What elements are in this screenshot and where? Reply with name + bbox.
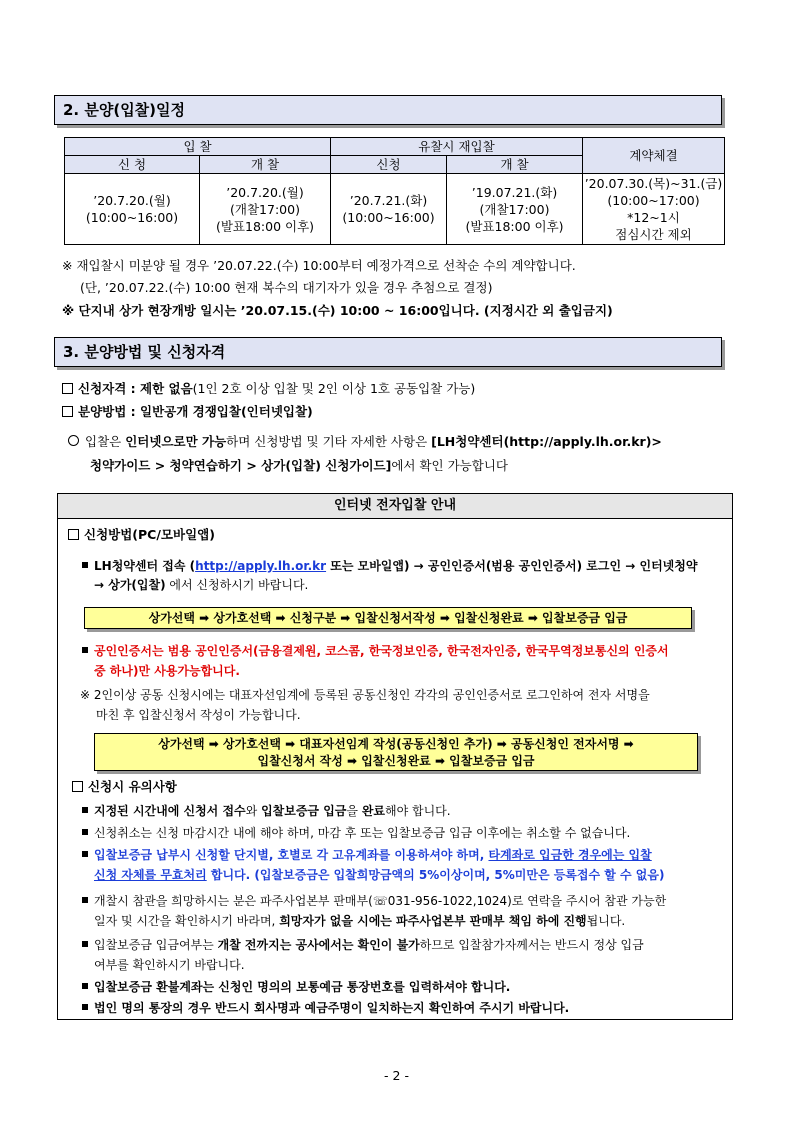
caution-2: 신청취소는 신청 마감시간 내에 해야 하며, 마감 후 또는 입찰보증금 입금 이후에는 취소할 수 없습니다. <box>82 824 630 842</box>
checkbox-square-icon <box>62 383 73 394</box>
square-bullet-icon <box>82 897 88 903</box>
header-bid: 입 찰 <box>65 138 331 156</box>
method-line: 분양방법 : 일반공개 경쟁입찰(인터넷입찰) <box>62 403 313 421</box>
internet-bidding-box <box>57 493 733 1020</box>
box-heading-caution: 신청시 유의사항 <box>72 778 177 796</box>
header-apply: 신 청 <box>65 156 200 174</box>
info-line-2: 청약가이드 > 청약연습하기 > 상가(입찰) 신청가이드]에서 확인 가능합니다 <box>90 458 508 473</box>
header-apply-rebid: 신청 <box>331 156 447 174</box>
cert-note-line-2: 중 하나)만 사용가능합니다. <box>94 664 240 678</box>
flow-box-2: 상가선택 ➡ 상가호선택 ➡ 대표자선임계 작성(공동신청인 추가) ➡ 공동신청인 전자서명 ➡ 입찰신청서 작성 ➡ 입찰신청완료 ➡ 입찰보증금 입금 <box>94 733 698 771</box>
section-2-heading: 2. 분양(입찰)일정 <box>54 95 722 125</box>
square-bullet-icon <box>82 562 88 568</box>
cell-apply: ’20.7.20.(월) (10:00~16:00) <box>65 174 200 245</box>
method-step-line-2: → 상가(입찰) 에서 신청하시기 바랍니다. <box>94 578 309 592</box>
square-bullet-icon <box>82 829 88 835</box>
info-line-1: 입찰은 인터넷으로만 가능하며 신청방법 및 기타 자세한 사항은 [LH청약센터(http://apply.lh.or.kr)> <box>68 433 662 451</box>
header-open: 개 찰 <box>200 156 331 174</box>
square-bullet-icon <box>82 941 88 947</box>
caution-1: 지정된 시간내에 신청서 접수와 입찰보증금 입금을 완료해야 합니다. <box>82 802 451 820</box>
box-title: 인터넷 전자입찰 안내 <box>58 494 732 519</box>
cert-note-line-1: 공인인증서는 범용 공인인증서(금융결제원, 코스콤, 한국정보인증, 한국전자인증, 한국무역정보통신의 인증서 <box>82 642 669 660</box>
header-contract: 계약체결 <box>583 138 725 174</box>
caution-6: 입찰보증금 환불계좌는 신청인 명의의 보통예금 통장번호를 입력하셔야 합니다. <box>82 978 510 996</box>
checkbox-square-icon <box>62 406 73 417</box>
note-rebid: ※ 재입찰시 미분양 될 경우 ’20.07.22.(수) 10:00부터 예정가격으로 선착순 수의 계약합니다. <box>62 258 576 273</box>
lh-apply-link[interactable]: http://apply.lh.or.kr <box>195 559 327 573</box>
caution-5-line-2: 여부를 확인하시기 바랍니다. <box>94 958 245 972</box>
square-bullet-icon <box>82 983 88 989</box>
cell-apply-rebid: ’20.7.21.(화) (10:00~16:00) <box>331 174 447 245</box>
joint-note-line-1: ※ 2인이상 공동 신청시에는 대표자선임계에 등록된 공동신청인 각각의 공인인증서로 로그인하여 전자 서명을 <box>80 688 650 702</box>
method-step-line-1: LH청약센터 접속 (http://apply.lh.or.kr 또는 모바일앱) → 공인인증서(범용 공인인증서) 로그인 → 인터넷청약 <box>82 557 697 575</box>
schedule-table <box>64 137 725 245</box>
cell-contract: ’20.07.30.(목)~31.(금) (10:00~17:00) *12~1시 점심시간 제외 <box>583 174 725 245</box>
caution-4-line-2: 일자 및 시간을 확인하시기 바라며, 희망자가 없을 시에는 파주사업본부 판매부 책임 하에 진행됩니다. <box>94 914 626 928</box>
square-bullet-icon <box>82 851 88 857</box>
square-bullet-icon <box>82 807 88 813</box>
joint-note-line-2: 마친 후 입찰신청서 작성이 가능합니다. <box>96 708 301 722</box>
note-lottery: (단, ’20.07.22.(수) 10:00 현재 복수의 대기자가 있을 경우 추첨으로 결정) <box>80 280 493 295</box>
square-bullet-icon <box>82 1004 88 1010</box>
caution-3-line-2: 신청 자체를 무효처리 합니다. (입찰보증금은 입찰희망금액의 5%이상이며, 5%미만은 등록접수 할 수 없음) <box>94 868 665 882</box>
qualification-line: 신청자격 : 제한 없음(1인 2호 이상 입찰 및 2인 이상 1호 공동입찰 가능) <box>62 380 475 398</box>
caution-3-line-1: 입찰보증금 납부시 신청할 단지별, 호별로 각 고유계좌를 이용하셔야 하며, 타계좌로 입금한 경우에는 입찰 <box>82 846 652 864</box>
caution-5-line-1: 입찰보증금 입금여부는 개찰 전까지는 공사에서는 확인이 불가하므로 입찰참가자께서는 반드시 정상 입금 <box>82 936 644 954</box>
header-open-rebid: 개 찰 <box>447 156 583 174</box>
page-number: - 2 - <box>384 1068 409 1083</box>
section-3-heading: 3. 분양방법 및 신청자격 <box>54 337 722 367</box>
checkbox-square-icon <box>68 529 79 540</box>
header-rebid: 유찰시 재입찰 <box>331 138 583 156</box>
note-site-open: ※ 단지내 상가 현장개방 일시는 ’20.07.15.(수) 10:00 ~ 16:00입니다. (지정시간 외 출입금지) <box>62 303 613 318</box>
checkbox-square-icon <box>72 781 83 792</box>
cell-open: ’20.7.20.(월) (개찰17:00) (발표18:00 이후) <box>200 174 331 245</box>
cell-open-rebid: ’19.07.21.(화) (개찰17:00) (발표18:00 이후) <box>447 174 583 245</box>
caution-7: 법인 명의 통장의 경우 반드시 회사명과 예금주명이 일치하는지 확인하여 주시기 바랍니다. <box>82 999 569 1017</box>
flow-box-1: 상가선택 ➡ 상가호선택 ➡ 신청구분 ➡ 입찰신청서작성 ➡ 입찰신청완료 ➡ 입찰보증금 입금 <box>84 607 692 629</box>
caution-4-line-1: 개찰시 참관을 희망하시는 분은 파주사업본부 판매부(☏031-956-1022,1024)로 연락을 주시어 참관 가능한 <box>82 892 666 910</box>
circle-bullet-icon <box>68 435 79 446</box>
square-bullet-icon <box>82 647 88 653</box>
box-heading-method: 신청방법(PC/모바일앱) <box>68 526 215 544</box>
